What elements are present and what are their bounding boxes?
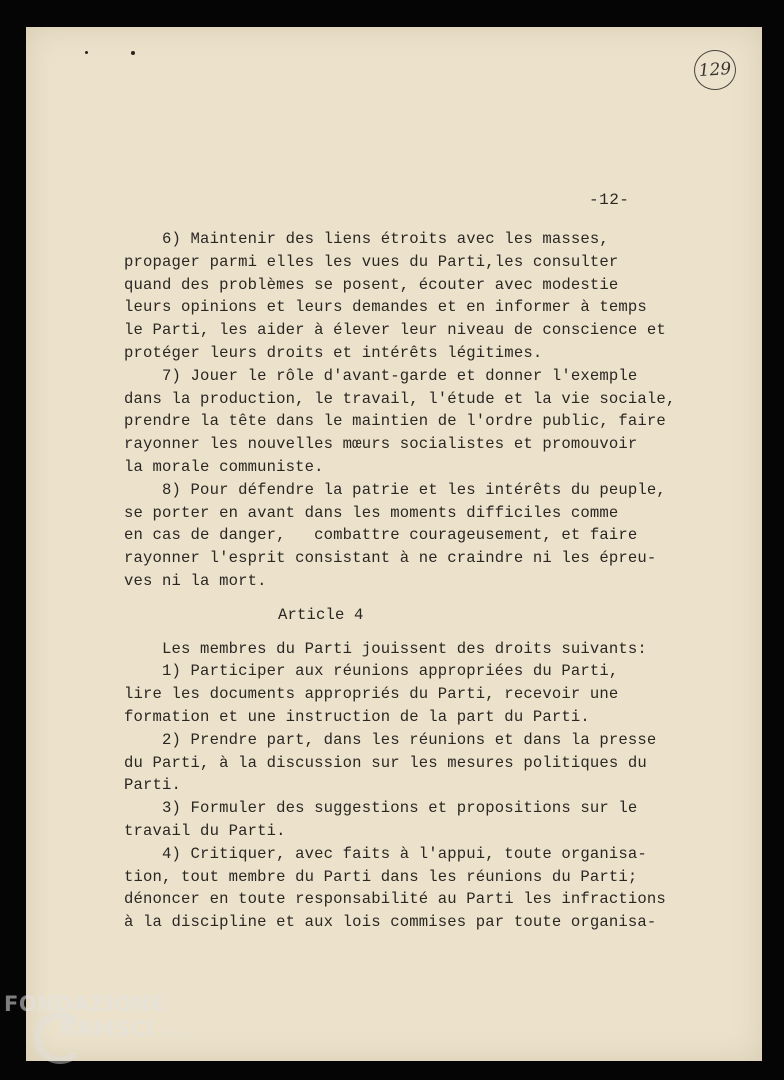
text-line: Les membres du Parti jouissent des droits suivants: xyxy=(124,639,647,658)
text-line: 7) Jouer le rôle d'avant-garde et donner l'exemple xyxy=(124,366,638,385)
text-line: travail du Parti. xyxy=(124,821,286,840)
text-line: à la discipline et aux lois commises par toute organisa- xyxy=(124,913,657,932)
document-page xyxy=(26,27,762,1061)
text-line: 2) Prendre part, dans les réunions et dans la presse xyxy=(124,730,657,749)
g-logo-icon xyxy=(34,1012,86,1064)
text-line: Parti. xyxy=(124,776,182,795)
text-line: rayonner les nouvelles mœurs socialistes et promouvoir xyxy=(124,435,638,454)
watermark-word: RAMSCI xyxy=(60,1017,155,1041)
text-line: formation et une instruction de la part du Parti. xyxy=(124,707,590,726)
text-line: propager parmi elles les vues du Parti,les consulter xyxy=(124,252,619,271)
fondazione-gramsci-watermark xyxy=(4,994,187,1040)
page-number: -12- xyxy=(589,191,630,209)
text-line: prendre la tête dans le maintien de l'ordre public, faire xyxy=(124,412,666,431)
text-line: dans la production, le travail, l'étude et la vie sociale, xyxy=(124,389,676,408)
text-line: la morale communiste. xyxy=(124,457,324,476)
paper-speck xyxy=(131,51,135,55)
text-line: protéger leurs droits et intérêts légitimes. xyxy=(124,343,543,362)
text-line: 3) Formuler des suggestions et propositions sur le xyxy=(124,799,638,818)
paper-speck xyxy=(85,51,88,54)
watermark-suffix: onlus xyxy=(160,1029,188,1039)
text-line: tion, tout membre du Parti dans les réunions du Parti; xyxy=(124,867,638,886)
text-line: se porter en avant dans les moments difficiles comme xyxy=(124,503,619,522)
text-line: en cas de danger, combattre courageusement, et faire xyxy=(124,526,638,545)
text-line: dénoncer en toute responsabilité au Parti les infractions xyxy=(124,890,666,909)
text-line: quand des problèmes se posent, écouter avec modestie xyxy=(124,275,619,294)
watermark-line1: FONDAZIONE xyxy=(4,992,166,1016)
text-line: lire les documents appropriés du Parti, recevoir une xyxy=(124,685,619,704)
text-line: leurs opinions et leurs demandes et en informer à temps xyxy=(124,298,647,317)
text-line: 4) Critiquer, avec faits à l'appui, toute organisa- xyxy=(124,844,647,863)
text-line: le Parti, les aider à élever leur niveau de conscience et xyxy=(124,321,666,340)
text-line: 6) Maintenir des liens étroits avec les masses, xyxy=(124,230,609,248)
text-line: ves ni la mort. xyxy=(124,571,267,590)
text-line: 8) Pour défendre la patrie et les intérêts du peuple, xyxy=(124,480,666,499)
document-body xyxy=(124,228,724,934)
archive-number-stamp: 129 xyxy=(693,49,738,92)
article-heading: Article 4 xyxy=(278,605,364,624)
text-line: rayonner l'esprit consistant à ne craindre ni les épreu- xyxy=(124,549,657,568)
text-line: 1) Participer aux réunions appropriées du Parti, xyxy=(124,662,619,681)
text-line: du Parti, à la discussion sur les mesures politiques du xyxy=(124,753,647,772)
